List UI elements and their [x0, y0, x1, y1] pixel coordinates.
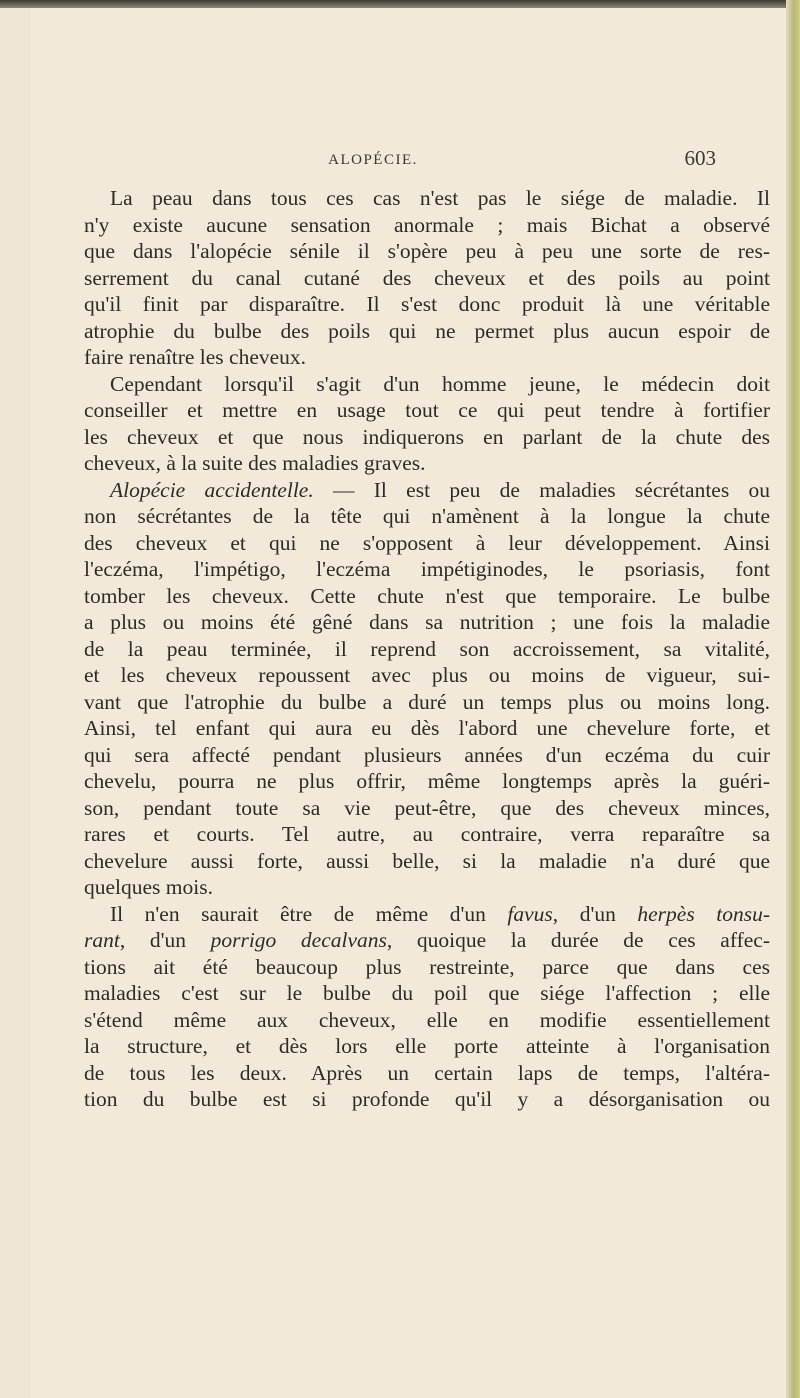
text-line	[84, 397, 770, 424]
line-text: tion du bulbe est si profonde qu'il y a désorganisation ou	[84, 1087, 770, 1111]
text-line	[84, 212, 770, 239]
text-line	[84, 583, 770, 610]
text-line	[84, 742, 770, 769]
text-line	[84, 927, 770, 954]
text-line	[84, 424, 770, 451]
line-text: maladies c'est sur le bulbe du poil que siége l'affection ; elle	[84, 981, 770, 1005]
text-line	[84, 291, 770, 318]
line-text: Cependant lorsqu'il s'agit d'un homme jeune, le médecin doit	[110, 371, 770, 396]
line-text: La peau dans tous ces cas n'est pas le siége de maladie. Il	[110, 186, 770, 210]
line-text: de la peau terminée, il reprend son accroissement, sa vitalité,	[84, 636, 770, 661]
text-line	[84, 1007, 770, 1034]
text-line	[84, 689, 770, 716]
page-number: 603	[684, 146, 716, 170]
line-text: des cheveux et qui ne s'opposent à leur développement. Ainsi	[84, 530, 770, 555]
line-text: , d'un	[119, 928, 211, 952]
italic-term: porrigo decalvans	[210, 928, 387, 952]
line-text: , quoique la durée de ces affec-	[386, 928, 771, 952]
book-page	[30, 8, 786, 1398]
line-text: son, pendant toute sa vie peut-être, que des cheveux minces,	[84, 795, 770, 820]
line-text: que dans l'alopécie sénile il s'opère peu à peu une sorte de res-	[84, 239, 770, 263]
text-line	[84, 371, 770, 398]
line-text: atrophie du bulbe des poils qui ne permet plus aucun espoir de	[84, 318, 770, 343]
text-line	[84, 954, 770, 981]
line-text: cheveux, à la suite des maladies graves.	[84, 451, 426, 475]
text-line	[84, 1033, 770, 1060]
text-line	[84, 265, 770, 292]
text-line	[84, 477, 770, 504]
text-line	[84, 848, 770, 875]
line-text: tions ait été beaucoup plus restreinte, parce que dans ces	[84, 954, 770, 979]
line-text: la structure, et dès lors elle porte atteinte à l'organisation	[84, 1034, 770, 1058]
line-text: rares et courts. Tel autre, au contraire, verra reparaître sa	[84, 822, 770, 846]
running-head	[30, 146, 716, 176]
italic-term: herpès tonsu-	[637, 901, 771, 926]
line-text: qu'il finit par disparaître. Il s'est donc produit là une véritable	[84, 292, 770, 316]
line-text: , d'un	[552, 901, 638, 926]
line-text: s'étend même aux cheveux, elle en modifie essentiellement	[84, 1007, 770, 1032]
line-text: — Il est peu de maladies sécrétantes ou	[313, 477, 770, 502]
italic-term: favus	[507, 901, 553, 926]
text-line	[84, 609, 770, 636]
line-text: et les cheveux repoussent avec plus ou moins de vigueur, sui-	[84, 663, 770, 687]
text-line	[84, 530, 770, 557]
text-line	[84, 662, 770, 689]
line-text: serrement du canal cutané des cheveux et des poils au point	[84, 265, 770, 290]
line-text: quelques mois.	[84, 875, 213, 899]
line-text: Il n'en saurait être de même d'un	[110, 901, 508, 926]
line-text: les cheveux et que nous indiquerons en parlant de la chute des	[84, 424, 770, 449]
line-text: tomber les cheveux. Cette chute n'est que temporaire. Le bulbe	[84, 583, 770, 608]
text-line	[84, 1086, 770, 1113]
line-text: chevelure aussi forte, aussi belle, si la maladie n'a duré que	[84, 848, 770, 873]
body-text	[84, 185, 770, 1113]
text-line	[84, 556, 770, 583]
text-line	[84, 901, 770, 928]
text-line	[84, 344, 770, 371]
text-line	[84, 768, 770, 795]
scan-top-edge	[0, 0, 800, 8]
text-line	[84, 636, 770, 663]
text-line	[84, 503, 770, 530]
line-text: de tous les deux. Après un certain laps de temps, l'altéra-	[84, 1060, 770, 1085]
line-text: qui sera affecté pendant plusieurs années d'un eczéma du cuir	[84, 742, 770, 767]
line-text: non sécrétantes de la tête qui n'amènent à la longue la chute	[84, 504, 770, 528]
text-line	[84, 980, 770, 1007]
text-line	[84, 795, 770, 822]
italic-term: Alopécie accidentelle.	[110, 477, 314, 502]
text-line	[84, 318, 770, 345]
text-line	[84, 715, 770, 742]
text-line	[84, 450, 770, 477]
line-text: n'y existe aucune sensation anormale ; mais Bichat a observé	[84, 212, 770, 237]
text-line	[84, 821, 770, 848]
line-text: l'eczéma, l'impétigo, l'eczéma impétiginodes, le psoriasis, font	[84, 557, 770, 581]
text-line	[84, 238, 770, 265]
scan-right-edge	[786, 0, 800, 1398]
text-line	[84, 874, 770, 901]
line-text: vant que l'atrophie du bulbe a duré un temps plus ou moins long.	[84, 689, 770, 714]
line-text: Ainsi, tel enfant qui aura eu dès l'abord une chevelure forte, et	[84, 716, 770, 740]
line-text: faire renaître les cheveux.	[84, 345, 307, 369]
text-line	[84, 1060, 770, 1087]
line-text: conseiller et mettre en usage tout ce qui peut tendre à fortifier	[84, 398, 770, 422]
line-text: chevelu, pourra ne plus offrir, même longtemps après la guéri-	[84, 769, 770, 793]
italic-term: rant	[84, 928, 120, 952]
running-title: ALOPÉCIE.	[328, 152, 418, 168]
line-text: a plus ou moins été gêné dans sa nutrition ; une fois la maladie	[84, 610, 770, 634]
text-line	[84, 185, 770, 212]
